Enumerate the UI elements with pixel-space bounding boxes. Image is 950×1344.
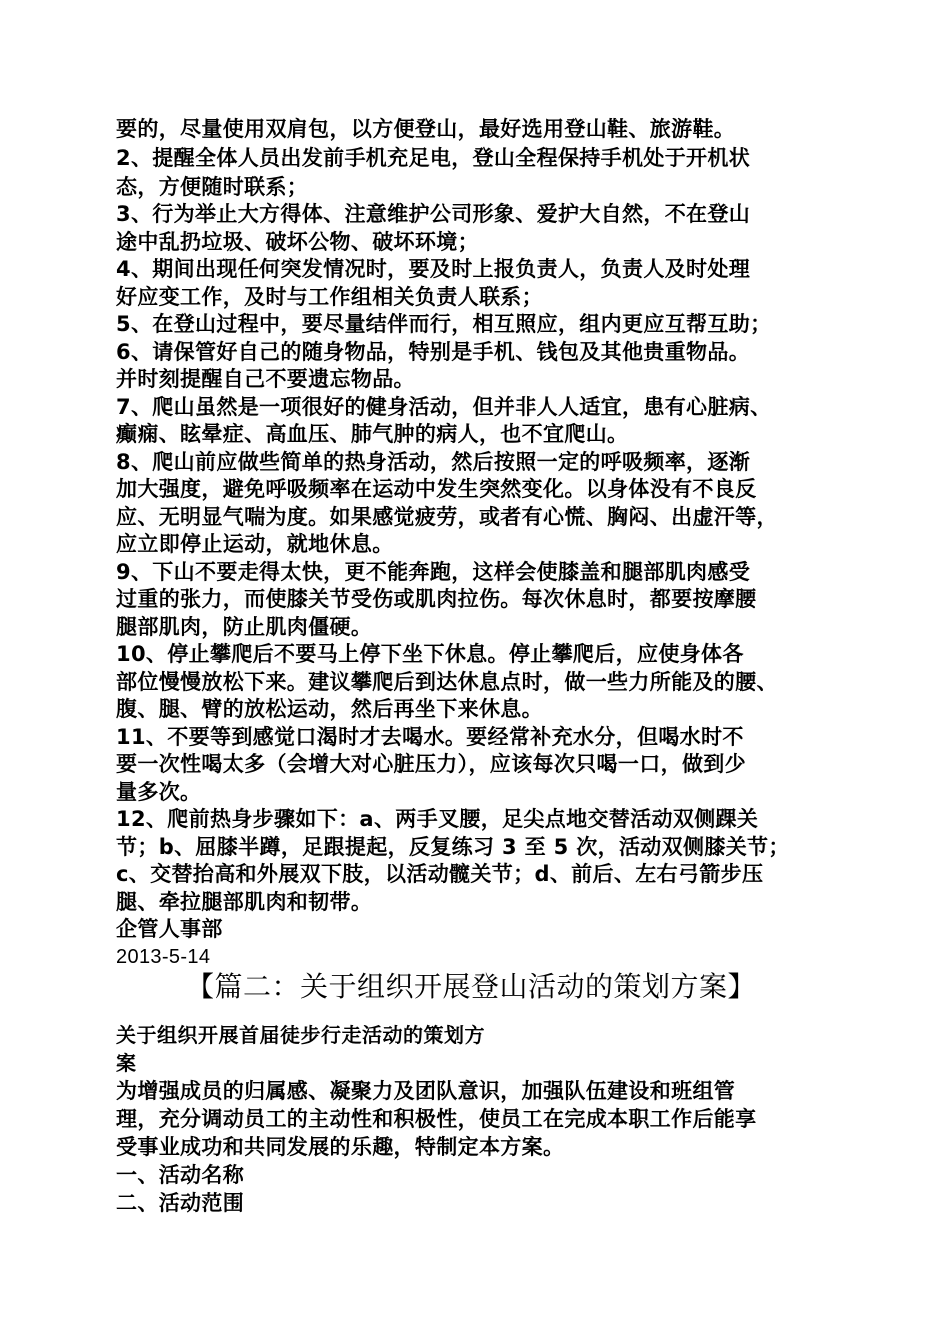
body-line: 加大强度，避免呼吸频率在运动中发生突然变化。以身体没有不良反 [116, 477, 757, 501]
intro-line: 受事业成功和共同发展的乐趣，特制定本方案。 [116, 1135, 565, 1159]
body-line: c、交替抬高和外展双下肢，以活动髋关节；d、前后、左右弓箭步压 [116, 862, 764, 886]
section-item-activity-name: 一、活动名称 [116, 1163, 245, 1187]
intro-line: 理，充分调动员工的主动性和积极性，使员工在完成本职工作后能享 [116, 1107, 757, 1131]
body-line: 要一次性喝太多（会增大对心脏压力），应该每次只喝一口，做到少 [116, 752, 746, 776]
body-line: 腿部肌肉，防止肌肉僵硬。 [116, 615, 373, 639]
body-line: 2、提醒全体人员出发前手机充足电，登山全程保持手机处于开机状 [116, 146, 751, 170]
body-line: 10、停止攀爬后不要马上停下坐下休息。停止攀爬后，应使身体各 [116, 642, 744, 666]
body-line: 12、爬前热身步骤如下：a、两手叉腰，足尖点地交替活动双侧踝关 [116, 807, 759, 831]
body-line: 应立即停止运动，就地休息。 [116, 532, 394, 556]
body-line: 7、爬山虽然是一项很好的健身活动，但并非人人适宜，患有心脏病、 [116, 395, 772, 419]
body-line: 11、不要等到感觉口渴时才去喝水。要经常补充水分，但喝水时不 [116, 725, 744, 749]
body-line: 6、请保管好自己的随身物品，特别是手机、钱包及其他贵重物品。 [116, 340, 751, 364]
body-line: 5、在登山过程中，要尽量结伴而行，相互照应，组内更应互帮互助； [116, 312, 772, 336]
section-heading: 【篇二：关于组织开展登山活动的策划方案】 [186, 970, 757, 1003]
body-line: 途中乱扔垃圾、破坏公物、破坏环境； [116, 230, 479, 254]
body-line: 4、期间出现任何突发情况时，要及时上报负责人，负责人及时处理 [116, 257, 751, 281]
department-signature: 企管人事部 [116, 917, 223, 941]
body-line: 部位慢慢放松下来。建议攀爬后到达休息点时，做一些力所能及的腰、 [116, 670, 778, 694]
body-line: 应、无明显气喘为度。如果感觉疲劳，或者有心慌、胸闷、出虚汗等， [116, 505, 778, 529]
body-line: 9、下山不要走得太快，更不能奔跑，这样会使膝盖和腿部肌肉感受 [116, 560, 751, 584]
plan-title-line1: 关于组织开展首届徒步行走活动的策划方 [116, 1023, 485, 1047]
body-line: 态，方便随时联系； [116, 175, 309, 199]
body-line: 腿、牵拉腿部肌肉和韧带。 [116, 890, 373, 914]
body-line: 并时刻提醒自己不要遗忘物品。 [116, 367, 415, 391]
body-line: 癫痫、眩晕症、高血压、肺气肿的病人，也不宜爬山。 [116, 422, 629, 446]
body-line: 量多次。 [116, 780, 202, 804]
body-line: 好应变工作，及时与工作组相关负责人联系； [116, 285, 543, 309]
body-line: 节；b、屈膝半蹲，足跟提起，反复练习 3 至 5 次，活动双侧膝关节； [116, 835, 790, 859]
body-line: 3、行为举止大方得体、注意维护公司形象、爱护大自然，不在登山 [116, 202, 751, 226]
plan-title-line2: 案 [116, 1051, 137, 1075]
body-line: 8、爬山前应做些简单的热身活动，然后按照一定的呼吸频率，逐渐 [116, 450, 751, 474]
intro-line: 为增强成员的归属感、凝聚力及团队意识，加强队伍建设和班组管 [116, 1079, 736, 1103]
body-line: 腹、腿、臂的放松运动，然后再坐下来休息。 [116, 697, 543, 721]
section-item-activity-scope: 二、活动范围 [116, 1191, 245, 1215]
body-line: 过重的张力，而使膝关节受伤或肌肉拉伤。每次休息时，都要按摩腰 [116, 587, 757, 611]
body-line: 要的，尽量使用双肩包，以方便登山，最好选用登山鞋、旅游鞋。 [116, 117, 736, 141]
document-date: 2013-5-14 [116, 946, 211, 968]
